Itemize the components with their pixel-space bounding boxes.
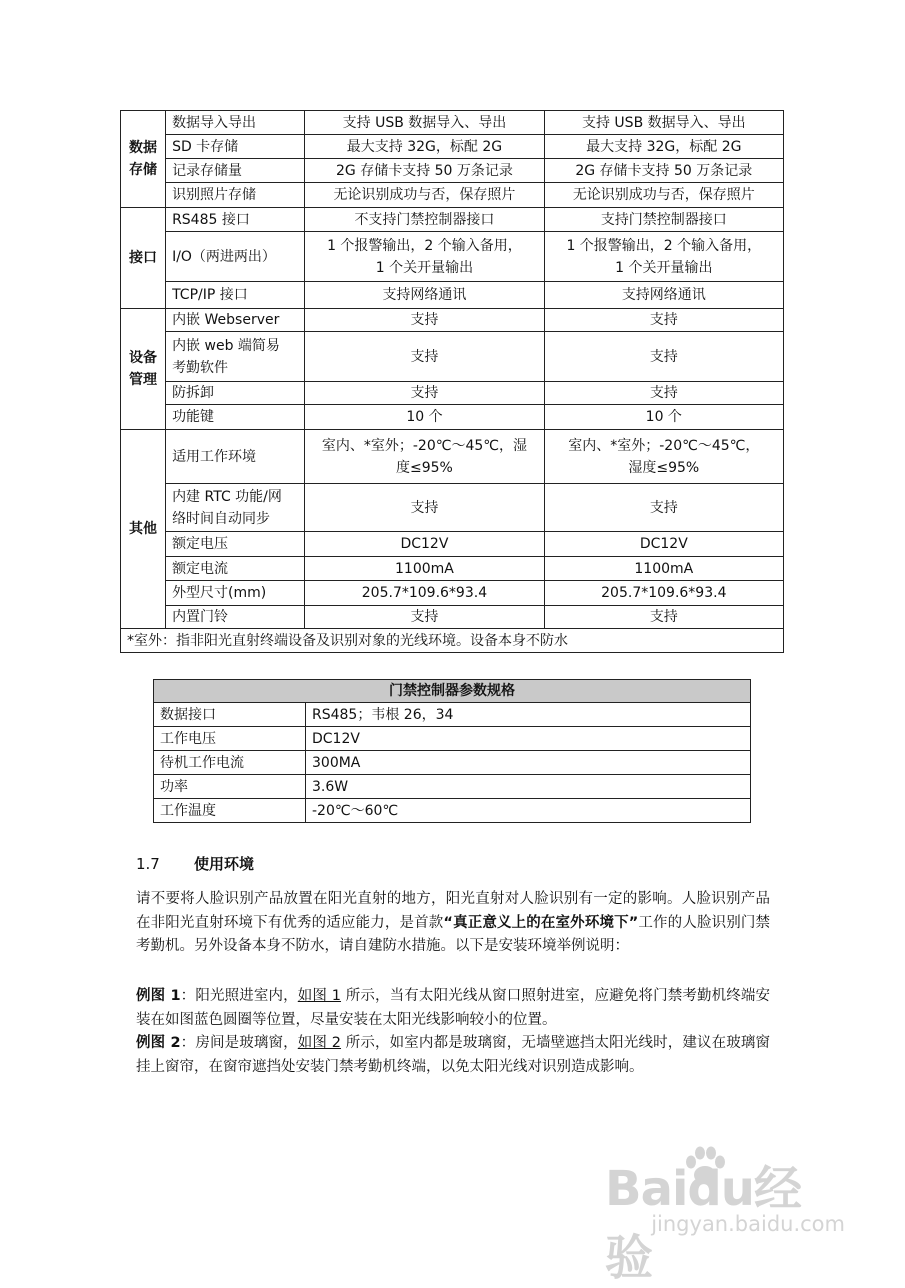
spec-value: 支持 bbox=[305, 382, 544, 405]
spec-value: 支持 bbox=[544, 606, 783, 629]
spec-feature: SD 卡存储 bbox=[166, 135, 305, 159]
spec-value: 无论识别成功与否，保存照片 bbox=[305, 183, 544, 208]
spec-category: 接口 bbox=[121, 208, 166, 309]
spec-value: 205.7*109.6*93.4 bbox=[305, 581, 544, 606]
spec-row bbox=[121, 159, 784, 183]
spec-value: 最大支持 32G，标配 2G bbox=[305, 135, 544, 159]
controller-param-name: 数据接口 bbox=[154, 703, 306, 727]
watermark-url: jingyan.baidu.com bbox=[651, 1212, 845, 1236]
spec-feature: 内建 RTC 功能/网 络时间自动同步 bbox=[166, 484, 305, 532]
spec-value: 支持 bbox=[544, 484, 783, 532]
spec-category: 设备 管理 bbox=[121, 309, 166, 430]
spec-feature: 数据导入导出 bbox=[166, 111, 305, 135]
spec-value: 支持网络通讯 bbox=[305, 282, 544, 309]
spec-row bbox=[121, 111, 784, 135]
controller-param-name: 工作温度 bbox=[154, 799, 306, 823]
controller-table-title: 门禁控制器参数规格 bbox=[154, 680, 751, 703]
spec-row bbox=[121, 183, 784, 208]
controller-spec-table bbox=[153, 679, 751, 823]
intro-paragraph bbox=[136, 888, 770, 959]
example-1-text-b: 所示，当有太阳光线从窗口照射进室，应避免将门禁考勤机终端安装在如图蓝色圆圈等位置，尽量安装在太阳光线影响较小的位置。 bbox=[136, 988, 771, 1028]
spec-category: 其他 bbox=[121, 430, 166, 629]
spec-value: 最大支持 32G，标配 2G bbox=[544, 135, 783, 159]
spec-feature: TCP/IP 接口 bbox=[166, 282, 305, 309]
spec-row bbox=[121, 309, 784, 332]
controller-param-name: 工作电压 bbox=[154, 727, 306, 751]
spec-value: 支持 bbox=[544, 382, 783, 405]
intro-text-after: 工作的人脸识别门禁考勤机。另外设备本身不防水，请自建防水措施。以下是安装环境举例说明： bbox=[136, 914, 771, 954]
example-1-label: 例图 1 bbox=[136, 988, 181, 1004]
spec-feature: 功能键 bbox=[166, 405, 305, 430]
controller-row bbox=[154, 703, 751, 727]
spec-feature: RS485 接口 bbox=[166, 208, 305, 232]
spec-value: DC12V bbox=[305, 532, 544, 557]
spec-row bbox=[121, 430, 784, 484]
spec-feature: 额定电流 bbox=[166, 557, 305, 581]
example-2-paragraph bbox=[136, 1032, 770, 1079]
intro-text-before: 请不要将人脸识别产品放置在阳光直射的地方，阳光直射对人脸识别有一定的影响。人脸识别产品在非阳光直射环境下有优秀的适应能力，是首款 bbox=[136, 891, 770, 931]
baidu-jingyan-watermark bbox=[605, 1150, 845, 1286]
spec-value: 支持 bbox=[544, 332, 783, 382]
controller-param-value: DC12V bbox=[306, 727, 751, 751]
controller-param-value: 3.6W bbox=[306, 775, 751, 799]
spec-row bbox=[121, 581, 784, 606]
spec-feature: 内嵌 Webserver bbox=[166, 309, 305, 332]
controller-row bbox=[154, 775, 751, 799]
spec-value: 1100mA bbox=[305, 557, 544, 581]
spec-value: 10 个 bbox=[544, 405, 783, 430]
spec-feature: 额定电压 bbox=[166, 532, 305, 557]
spec-footnote: *室外：指非阳光直射终端设备及识别对象的光线环境。设备本身不防水 bbox=[121, 629, 784, 653]
spec-value: 支持 bbox=[305, 484, 544, 532]
section-heading bbox=[136, 853, 254, 874]
spec-value: 不支持门禁控制器接口 bbox=[305, 208, 544, 232]
controller-param-name: 待机工作电流 bbox=[154, 751, 306, 775]
controller-param-value: 300MA bbox=[306, 751, 751, 775]
spec-value: 支持门禁控制器接口 bbox=[544, 208, 783, 232]
spec-value: 支持 bbox=[305, 332, 544, 382]
spec-feature: 内置门铃 bbox=[166, 606, 305, 629]
spec-value: 无论识别成功与否，保存照片 bbox=[544, 183, 783, 208]
spec-value: 支持 USB 数据导入、导出 bbox=[544, 111, 783, 135]
spec-feature: 防拆卸 bbox=[166, 382, 305, 405]
controller-param-name: 功率 bbox=[154, 775, 306, 799]
controller-row bbox=[154, 751, 751, 775]
spec-feature: 适用工作环境 bbox=[166, 430, 305, 484]
controller-table-header-row bbox=[154, 680, 751, 703]
controller-table-body bbox=[154, 703, 751, 823]
spec-row bbox=[121, 606, 784, 629]
example-1-paragraph bbox=[136, 985, 770, 1032]
spec-row bbox=[121, 208, 784, 232]
spec-category: 数据 存储 bbox=[121, 111, 166, 208]
example-2-text-a: ：房间是玻璃窗， bbox=[180, 1035, 298, 1051]
example-1-text-a: ：阳光照进室内， bbox=[180, 988, 298, 1004]
spec-feature: 外型尺寸(mm) bbox=[166, 581, 305, 606]
spec-feature: 记录存储量 bbox=[166, 159, 305, 183]
example-2-label: 例图 2 bbox=[136, 1035, 181, 1051]
spec-row bbox=[121, 232, 784, 282]
spec-value: 1 个报警输出，2 个输入备用， 1 个关开量输出 bbox=[544, 232, 783, 282]
spec-row bbox=[121, 332, 784, 382]
spec-table bbox=[120, 110, 784, 653]
controller-row bbox=[154, 799, 751, 823]
spec-row bbox=[121, 405, 784, 430]
spec-feature: 内嵌 web 端简易 考勤软件 bbox=[166, 332, 305, 382]
spec-row bbox=[121, 557, 784, 581]
spec-row bbox=[121, 282, 784, 309]
spec-value: 2G 存储卡支持 50 万条记录 bbox=[544, 159, 783, 183]
spec-value: 支持网络通讯 bbox=[544, 282, 783, 309]
spec-row bbox=[121, 382, 784, 405]
spec-value: 支持 bbox=[305, 309, 544, 332]
watermark-logo-text: Baidu经验 bbox=[605, 1161, 801, 1286]
spec-value: 2G 存储卡支持 50 万条记录 bbox=[305, 159, 544, 183]
spec-footnote-row bbox=[121, 629, 784, 653]
controller-row bbox=[154, 727, 751, 751]
spec-table-body bbox=[121, 111, 784, 653]
intro-text-bold: “真正意义上的在室外环境下” bbox=[443, 914, 639, 931]
spec-value: 1 个报警输出，2 个输入备用， 1 个关开量输出 bbox=[305, 232, 544, 282]
example-2-text-b: 所示，如室内都是玻璃窗，无墙壁遮挡太阳光线时，建议在玻璃窗挂上窗帘，在窗帘遮挡处安装门禁考勤机终端，以免太阳光线对识别造成影响。 bbox=[136, 1035, 771, 1075]
spec-feature: I/O（两进两出） bbox=[166, 232, 305, 282]
spec-row bbox=[121, 484, 784, 532]
spec-value: 室内、*室外；-20℃～45℃，湿 度≤95% bbox=[305, 430, 544, 484]
spec-value: 1100mA bbox=[544, 557, 783, 581]
spec-value: 室内、*室外；-20℃～45℃， 湿度≤95% bbox=[544, 430, 783, 484]
spec-value: 支持 bbox=[305, 606, 544, 629]
section-number: 1.7 bbox=[136, 855, 160, 873]
spec-value: 支持 USB 数据导入、导出 bbox=[305, 111, 544, 135]
spec-value: 10 个 bbox=[305, 405, 544, 430]
controller-param-value: RS485；韦根 26，34 bbox=[306, 703, 751, 727]
spec-feature: 识别照片存储 bbox=[166, 183, 305, 208]
example-1-link[interactable]: 如图 1 bbox=[297, 988, 342, 1004]
spec-value: DC12V bbox=[544, 532, 783, 557]
spec-row bbox=[121, 532, 784, 557]
example-2-link[interactable]: 如图 2 bbox=[297, 1035, 342, 1051]
spec-value: 支持 bbox=[544, 309, 783, 332]
section-title: 使用环境 bbox=[194, 855, 255, 873]
spec-row bbox=[121, 135, 784, 159]
spec-value: 205.7*109.6*93.4 bbox=[544, 581, 783, 606]
controller-param-value: -20℃～60℃ bbox=[306, 799, 751, 823]
